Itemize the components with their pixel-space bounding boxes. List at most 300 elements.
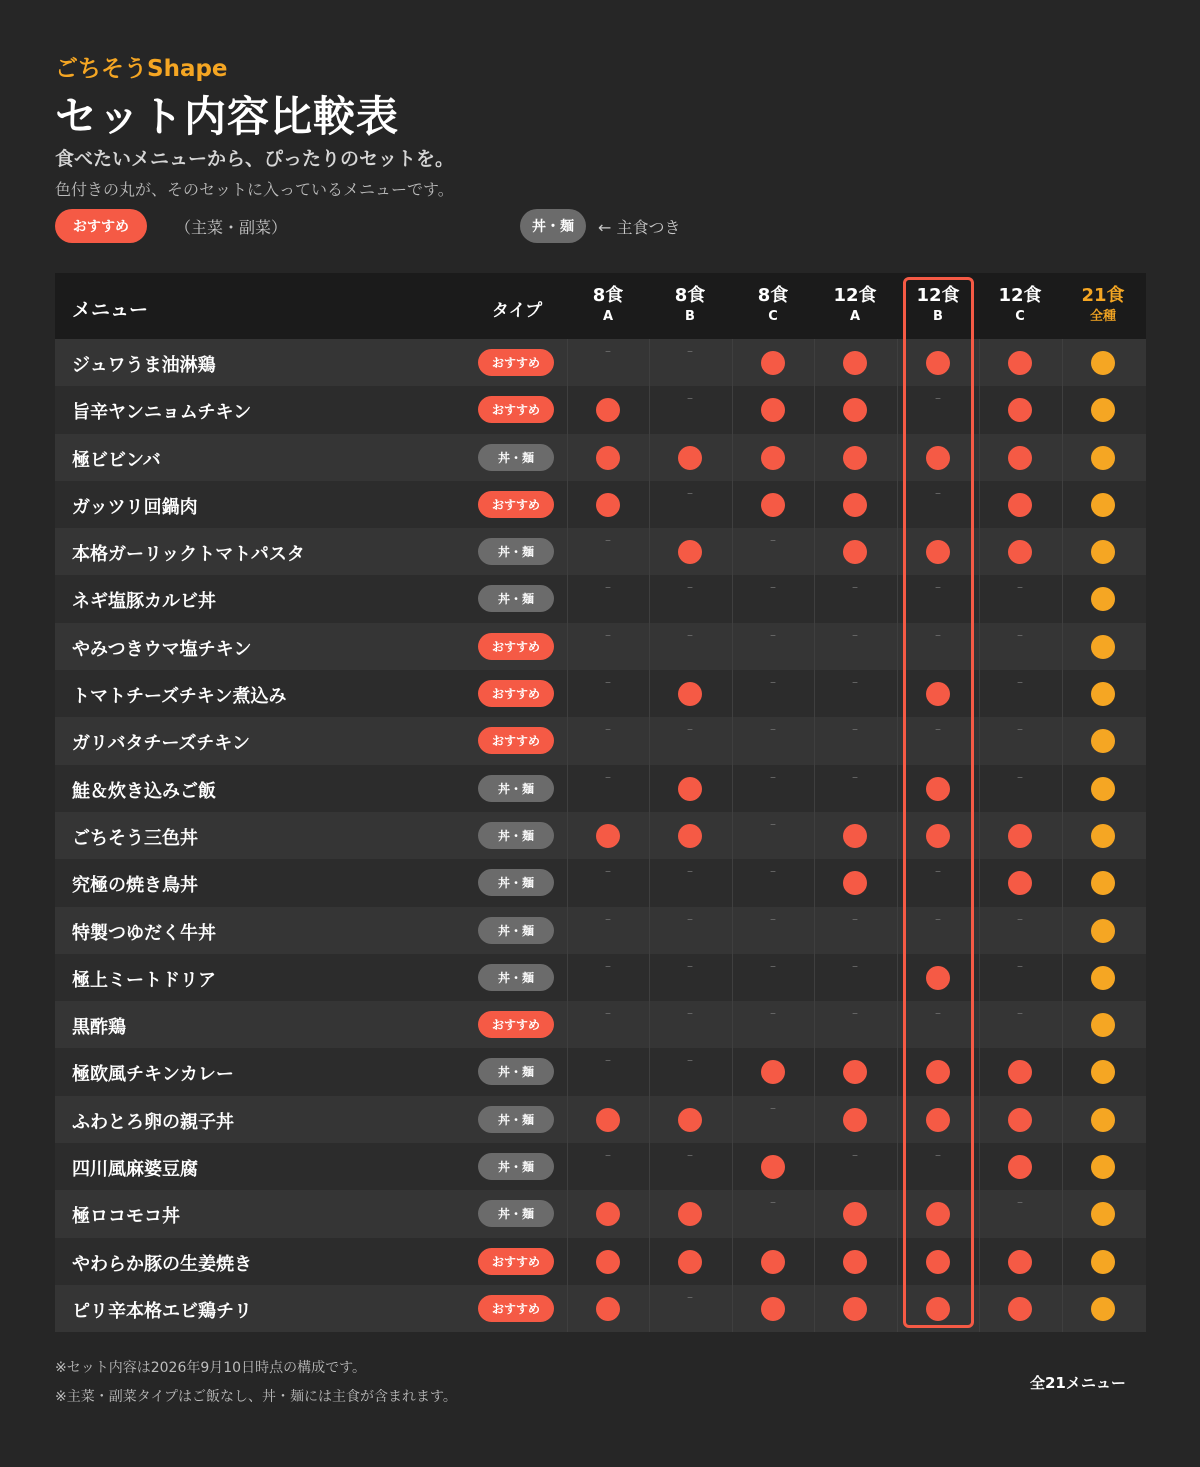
included-dot xyxy=(1091,1297,1115,1321)
type-badge: 丼・麺 xyxy=(478,1153,554,1180)
menu-name: ガリバタチーズチキン xyxy=(72,733,251,755)
set-column-header xyxy=(567,284,649,326)
set-cell xyxy=(732,1096,814,1143)
included-dot xyxy=(843,540,867,564)
not-included-dash: – xyxy=(605,958,611,973)
set-column-header xyxy=(1062,284,1144,326)
not-included-dash: – xyxy=(687,722,693,737)
set-cell xyxy=(649,1048,731,1095)
set-cell xyxy=(567,1048,649,1095)
set-cell xyxy=(567,339,649,386)
menu-name: ピリ辛本格エビ鶏チリ xyxy=(72,1300,252,1322)
set-cell xyxy=(732,670,814,717)
set-cell xyxy=(649,623,731,670)
set-cell xyxy=(979,575,1061,622)
included-dot xyxy=(678,1202,702,1226)
set-cell xyxy=(1062,1285,1144,1332)
set-cell xyxy=(732,1001,814,1048)
included-dot xyxy=(1091,540,1115,564)
set-cell xyxy=(979,1096,1061,1143)
set-cell xyxy=(732,1238,814,1285)
included-dot xyxy=(1008,1060,1032,1084)
included-dot xyxy=(678,777,702,801)
not-included-dash: – xyxy=(770,816,776,831)
set-cell xyxy=(649,859,731,906)
set-cell xyxy=(732,434,814,481)
set-cell xyxy=(814,1190,896,1237)
set-cell xyxy=(979,907,1061,954)
included-dot xyxy=(596,1108,620,1132)
set-column-size: 12食 xyxy=(998,285,1042,306)
set-cell xyxy=(814,339,896,386)
set-cell xyxy=(567,859,649,906)
included-dot xyxy=(1091,682,1115,706)
included-dot xyxy=(596,398,620,422)
set-cell xyxy=(814,575,896,622)
set-cell xyxy=(567,1001,649,1048)
included-dot xyxy=(1091,871,1115,895)
included-dot xyxy=(761,1250,785,1274)
set-cell xyxy=(814,954,896,1001)
set-cell xyxy=(1062,1143,1144,1190)
column-divider xyxy=(567,339,568,1332)
type-badge: おすすめ xyxy=(478,396,554,423)
not-included-dash: – xyxy=(770,769,776,784)
set-column-header xyxy=(979,284,1061,326)
set-column-variant: C xyxy=(1015,309,1025,324)
included-dot xyxy=(1091,919,1115,943)
set-cell xyxy=(732,717,814,764)
not-included-dash: – xyxy=(770,1006,776,1021)
set-cell xyxy=(567,954,649,1001)
set-cell xyxy=(567,481,649,528)
type-badge: 丼・麺 xyxy=(478,775,554,802)
table-body xyxy=(55,339,1146,1332)
menu-name: ふわとろ卵の親子丼 xyxy=(72,1111,234,1133)
not-included-dash: – xyxy=(605,911,611,926)
not-included-dash: – xyxy=(1017,958,1023,973)
set-cell xyxy=(979,339,1061,386)
set-cell xyxy=(567,575,649,622)
set-cell xyxy=(1062,812,1144,859)
included-dot xyxy=(1091,398,1115,422)
set-cell xyxy=(732,907,814,954)
menu-name: 四川風麻婆豆腐 xyxy=(72,1159,198,1181)
set-cell xyxy=(814,859,896,906)
included-dot xyxy=(596,1297,620,1321)
included-dot xyxy=(1091,1108,1115,1132)
set-cell xyxy=(1062,717,1144,764)
set-cell xyxy=(649,339,731,386)
type-badge: 丼・麺 xyxy=(478,585,554,612)
not-included-dash: – xyxy=(852,1148,858,1163)
menu-column-header: メニュー xyxy=(72,299,149,321)
set-cell xyxy=(979,812,1061,859)
type-badge: 丼・麺 xyxy=(478,444,554,471)
table-row xyxy=(55,1143,1146,1190)
table-row xyxy=(55,954,1146,1001)
set-cell xyxy=(567,528,649,575)
set-column-variant: C xyxy=(768,309,778,324)
type-badge: 丼・麺 xyxy=(478,1200,554,1227)
menu-name: やわらか豚の生姜焼き xyxy=(72,1253,252,1275)
included-dot xyxy=(1091,351,1115,375)
table-row xyxy=(55,623,1146,670)
not-included-dash: – xyxy=(605,580,611,595)
set-column-size: 12食 xyxy=(833,285,877,306)
not-included-dash: – xyxy=(935,485,941,500)
not-included-dash: – xyxy=(852,722,858,737)
included-dot xyxy=(843,398,867,422)
not-included-dash: – xyxy=(1017,911,1023,926)
included-dot xyxy=(1008,493,1032,517)
included-dot xyxy=(761,351,785,375)
set-cell xyxy=(1062,907,1144,954)
brand-name: ごちそうShape xyxy=(55,56,228,82)
set-cell xyxy=(567,386,649,433)
set-cell xyxy=(732,765,814,812)
table-row xyxy=(55,386,1146,433)
not-included-dash: – xyxy=(770,1100,776,1115)
set-column-size: 8食 xyxy=(674,285,706,306)
table-row xyxy=(55,575,1146,622)
set-cell xyxy=(1062,434,1144,481)
included-dot xyxy=(1008,351,1032,375)
set-cell xyxy=(979,1048,1061,1095)
type-badge: おすすめ xyxy=(478,1011,554,1038)
set-cell xyxy=(1062,954,1144,1001)
set-cell xyxy=(732,812,814,859)
menu-name: ガッツリ回鍋肉 xyxy=(72,496,198,518)
table-row xyxy=(55,859,1146,906)
not-included-dash: – xyxy=(605,533,611,548)
set-cell xyxy=(732,954,814,1001)
table-row xyxy=(55,528,1146,575)
set-cell xyxy=(732,528,814,575)
not-included-dash: – xyxy=(770,722,776,737)
not-included-dash: – xyxy=(687,1006,693,1021)
set-cell xyxy=(649,765,731,812)
not-included-dash: – xyxy=(935,1148,941,1163)
not-included-dash: – xyxy=(605,769,611,784)
not-included-dash: – xyxy=(852,675,858,690)
set-cell xyxy=(567,670,649,717)
not-included-dash: – xyxy=(687,627,693,642)
included-dot xyxy=(843,446,867,470)
set-cell xyxy=(732,623,814,670)
included-dot xyxy=(1091,1013,1115,1037)
set-cell xyxy=(567,434,649,481)
not-included-dash: – xyxy=(605,1148,611,1163)
type-badge: おすすめ xyxy=(478,1248,554,1275)
type-badge: おすすめ xyxy=(478,349,554,376)
included-dot xyxy=(596,824,620,848)
set-cell xyxy=(814,717,896,764)
set-column-header xyxy=(732,284,814,326)
comparison-table xyxy=(55,273,1146,1332)
not-included-dash: – xyxy=(935,1006,941,1021)
set-cell xyxy=(1062,623,1144,670)
set-cell xyxy=(649,1190,731,1237)
menu-name: 本格ガーリックトマトパスタ xyxy=(72,544,305,566)
set-cell xyxy=(979,859,1061,906)
set-cell xyxy=(979,528,1061,575)
set-cell xyxy=(649,1238,731,1285)
set-cell xyxy=(567,1190,649,1237)
included-dot xyxy=(761,1155,785,1179)
set-cell xyxy=(814,1048,896,1095)
set-cell xyxy=(732,1190,814,1237)
set-cell xyxy=(649,575,731,622)
set-cell xyxy=(567,907,649,954)
included-dot xyxy=(678,682,702,706)
not-included-dash: – xyxy=(852,958,858,973)
included-dot xyxy=(1008,1250,1032,1274)
set-cell xyxy=(567,623,649,670)
included-dot xyxy=(1008,1108,1032,1132)
not-included-dash: – xyxy=(687,344,693,358)
set-column-variant: A xyxy=(602,309,614,324)
included-dot xyxy=(1091,635,1115,659)
not-included-dash: – xyxy=(605,864,611,879)
not-included-dash: – xyxy=(687,1148,693,1163)
included-dot xyxy=(1091,966,1115,990)
table-row xyxy=(55,717,1146,764)
not-included-dash: – xyxy=(770,675,776,690)
included-dot xyxy=(843,1202,867,1226)
type-column-header: タイプ xyxy=(491,301,543,321)
set-cell xyxy=(567,1143,649,1190)
not-included-dash: – xyxy=(1017,1195,1023,1210)
menu-name: 鮭＆炊き込みご飯 xyxy=(72,780,216,802)
included-dot xyxy=(1091,1060,1115,1084)
table-row xyxy=(55,1285,1146,1332)
included-dot xyxy=(761,1297,785,1321)
included-dot xyxy=(843,1250,867,1274)
set-cell xyxy=(649,954,731,1001)
set-cell xyxy=(1062,481,1144,528)
included-dot xyxy=(1091,1155,1115,1179)
set-cell xyxy=(814,1285,896,1332)
set-cell xyxy=(1062,386,1144,433)
set-cell xyxy=(567,1238,649,1285)
set-cell xyxy=(979,1190,1061,1237)
legend-donmen-badge: 丼・麺 xyxy=(520,209,586,243)
not-included-dash: – xyxy=(935,627,941,642)
set-cell xyxy=(1062,1048,1144,1095)
set-cell xyxy=(814,386,896,433)
not-included-dash: – xyxy=(687,911,693,926)
menu-name: 極上ミートドリア xyxy=(72,969,216,991)
included-dot xyxy=(1091,493,1115,517)
set-cell xyxy=(814,481,896,528)
not-included-dash: – xyxy=(852,627,858,642)
column-divider xyxy=(649,339,650,1332)
set-cell xyxy=(814,765,896,812)
set-cell xyxy=(649,1285,731,1332)
not-included-dash: – xyxy=(1017,675,1023,690)
set-cell xyxy=(814,1238,896,1285)
menu-name: トマトチーズチキン煮込み xyxy=(72,686,287,708)
not-included-dash: – xyxy=(1017,722,1023,737)
table-row xyxy=(55,339,1146,386)
not-included-dash: – xyxy=(687,864,693,879)
menu-count: 全21メニュー xyxy=(1030,1374,1126,1392)
not-included-dash: – xyxy=(605,1053,611,1068)
set-cell xyxy=(814,812,896,859)
set-cell xyxy=(649,1143,731,1190)
set-cell xyxy=(1062,1001,1144,1048)
set-cell xyxy=(979,1285,1061,1332)
set-cell xyxy=(979,765,1061,812)
included-dot xyxy=(843,351,867,375)
set-cell xyxy=(732,481,814,528)
highlighted-column-frame xyxy=(903,277,974,1328)
type-badge: 丼・麺 xyxy=(478,538,554,565)
type-badge: 丼・麺 xyxy=(478,822,554,849)
table-row xyxy=(55,481,1146,528)
set-column-header xyxy=(814,284,896,326)
not-included-dash: – xyxy=(1017,1006,1023,1021)
menu-name: 旨辛ヤンニョムチキン xyxy=(72,402,252,424)
set-column-variant: B xyxy=(933,309,943,324)
type-badge: おすすめ xyxy=(478,727,554,754)
legend-donmen-desc: ← 主食つき xyxy=(598,218,681,237)
menu-name: ジュワうま油淋鶏 xyxy=(72,355,216,376)
table-row xyxy=(55,1048,1146,1095)
not-included-dash: – xyxy=(852,769,858,784)
footer-note-date: ※セット内容は2026年9月10日時点の構成です。 xyxy=(55,1360,366,1376)
legend-recommended-desc: （主菜・副菜） xyxy=(175,218,288,237)
table-row xyxy=(55,765,1146,812)
table-row xyxy=(55,1190,1146,1237)
included-dot xyxy=(843,824,867,848)
set-column-variant: 全種 xyxy=(1089,309,1116,324)
set-cell xyxy=(979,717,1061,764)
set-cell xyxy=(567,1285,649,1332)
not-included-dash: – xyxy=(1017,580,1023,595)
table-header xyxy=(55,273,1146,339)
included-dot xyxy=(1008,871,1032,895)
set-cell xyxy=(814,1001,896,1048)
set-cell xyxy=(567,717,649,764)
set-cell xyxy=(814,1096,896,1143)
menu-name: 究極の焼き鳥丼 xyxy=(72,875,198,897)
included-dot xyxy=(1008,446,1032,470)
set-column-size: 8食 xyxy=(592,285,624,306)
menu-name: やみつきウマ塩チキン xyxy=(72,638,252,660)
column-divider xyxy=(814,339,815,1332)
not-included-dash: – xyxy=(770,627,776,642)
set-cell xyxy=(1062,1096,1144,1143)
table-row xyxy=(55,1001,1146,1048)
set-cell xyxy=(979,623,1061,670)
menu-name: 極ロコモコ丼 xyxy=(72,1206,180,1228)
not-included-dash: – xyxy=(935,722,941,737)
not-included-dash: – xyxy=(770,958,776,973)
included-dot xyxy=(843,493,867,517)
included-dot xyxy=(678,1250,702,1274)
column-divider xyxy=(732,339,733,1332)
not-included-dash: – xyxy=(605,722,611,737)
table-row xyxy=(55,812,1146,859)
set-cell xyxy=(814,907,896,954)
included-dot xyxy=(1008,398,1032,422)
included-dot xyxy=(1008,1297,1032,1321)
table-row xyxy=(55,434,1146,481)
not-included-dash: – xyxy=(770,533,776,548)
not-included-dash: – xyxy=(770,911,776,926)
set-cell xyxy=(732,1143,814,1190)
included-dot xyxy=(678,446,702,470)
not-included-dash: – xyxy=(770,1195,776,1210)
included-dot xyxy=(1008,1155,1032,1179)
not-included-dash: – xyxy=(935,911,941,926)
not-included-dash: – xyxy=(852,911,858,926)
set-cell xyxy=(732,386,814,433)
set-cell xyxy=(649,528,731,575)
included-dot xyxy=(678,540,702,564)
set-cell xyxy=(567,765,649,812)
not-included-dash: – xyxy=(687,391,693,406)
type-badge: 丼・麺 xyxy=(478,1106,554,1133)
not-included-dash: – xyxy=(605,1006,611,1021)
not-included-dash: – xyxy=(852,580,858,595)
set-cell xyxy=(732,859,814,906)
type-badge: 丼・麺 xyxy=(478,964,554,991)
menu-name: 極欧風チキンカレー xyxy=(72,1064,234,1086)
not-included-dash: – xyxy=(770,580,776,595)
included-dot xyxy=(1091,777,1115,801)
not-included-dash: – xyxy=(935,580,941,595)
set-cell xyxy=(1062,1238,1144,1285)
not-included-dash: – xyxy=(852,1006,858,1021)
page-subtitle: 食べたいメニューから、ぴったりのセットを。 xyxy=(55,148,455,170)
table-row xyxy=(55,1238,1146,1285)
not-included-dash: – xyxy=(605,627,611,642)
included-dot xyxy=(678,824,702,848)
not-included-dash: – xyxy=(687,580,693,595)
set-column-variant: A xyxy=(849,309,861,324)
set-cell xyxy=(732,575,814,622)
set-column-size: 21食 xyxy=(1081,285,1125,306)
not-included-dash: – xyxy=(605,344,611,358)
set-cell xyxy=(979,386,1061,433)
set-cell xyxy=(649,434,731,481)
set-cell xyxy=(732,1285,814,1332)
menu-name: 黒酢鶏 xyxy=(72,1017,126,1039)
set-column-size: 12食 xyxy=(916,285,960,306)
not-included-dash: – xyxy=(770,864,776,879)
set-cell xyxy=(649,907,731,954)
set-cell xyxy=(814,434,896,481)
not-included-dash: – xyxy=(605,675,611,690)
included-dot xyxy=(761,446,785,470)
set-cell xyxy=(814,528,896,575)
set-cell xyxy=(979,954,1061,1001)
type-badge: 丼・麺 xyxy=(478,869,554,896)
included-dot xyxy=(1091,587,1115,611)
included-dot xyxy=(843,871,867,895)
set-cell xyxy=(979,434,1061,481)
menu-name: 極ビビンバ xyxy=(72,449,161,471)
set-cell xyxy=(979,1001,1061,1048)
included-dot xyxy=(1091,729,1115,753)
set-cell xyxy=(649,717,731,764)
not-included-dash: – xyxy=(687,1289,693,1304)
not-included-dash: – xyxy=(1017,769,1023,784)
set-cell xyxy=(814,670,896,717)
